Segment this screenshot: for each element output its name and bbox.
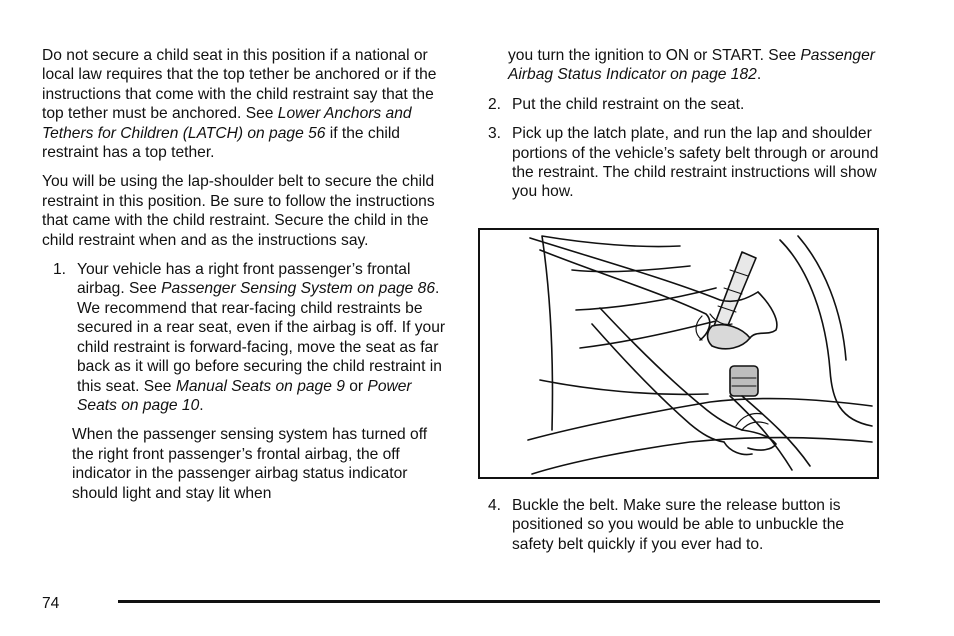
left-column	[42, 46, 448, 513]
step-1-text-run-reference: Power Seats on page 10	[77, 377, 412, 414]
step-1-number: 1.	[53, 261, 67, 279]
step-1-text-run: .	[199, 396, 204, 414]
step-1-text	[77, 261, 445, 414]
latch-plate	[708, 325, 751, 349]
step-4	[484, 496, 884, 564]
step-1-text-run: Your vehicle has a right front passenger’s frontal airbag. See	[77, 261, 411, 298]
top-tether-text-run: if the child restraint has a top tether.	[42, 124, 400, 162]
step-4-number: 4.	[488, 497, 502, 514]
paragraph-lap-shoulder-belt: You will be using the lap-shoulder belt to secure the child restraint in this position. Be sure to follow the instructions that came with the child restraint. Secure the child in the child restraint when and as the instructions say.	[42, 173, 435, 249]
top-tether-text-run-reference: Lower Anchors and Tethers for Children (LATCH) on page 56	[42, 105, 412, 142]
step-1-note: When the passenger sensing system has turned off the right front passenger’s frontal airbag, the off indicator in the passenger airbag status indicator should light and stay lit when	[72, 426, 428, 502]
step-2	[484, 95, 884, 114]
continuation-text-run: you turn the ignition to ON or START. See	[508, 47, 801, 64]
step-1	[42, 260, 448, 415]
step-1-text-run-reference: Passenger Sensing System on page 86	[161, 280, 436, 298]
step-3-number: 3.	[488, 125, 502, 143]
belt-illustration	[478, 228, 879, 479]
seat-back	[542, 236, 680, 430]
paragraph-top-tether	[42, 46, 448, 162]
footer-rule	[118, 600, 880, 603]
buckle	[730, 366, 758, 396]
step-2-number: 2.	[488, 95, 502, 113]
continuation-text-run-reference: Passenger Airbag Status Indicator on page 182	[508, 47, 875, 84]
step-2-text: Put the child restraint on the seat.	[512, 95, 745, 113]
step-1-text-run: or	[344, 377, 368, 395]
continuation-paragraph	[484, 46, 884, 85]
top-tether-text-run: Do not secure a child seat in this position if a national or local law requires that the top tether be anchored or if the instructions that come with the child restraint say that the top tether must be anchored. See	[42, 47, 437, 123]
step-1-text-run-reference: Manual Seats on page 9	[175, 377, 345, 395]
continuation-text-run: .	[756, 66, 762, 84]
page-number: 74	[42, 595, 60, 612]
step-4-text: Buckle the belt. Make sure the release button is positioned so you would be able to unbuckle the safety belt quickly if you ever had to.	[512, 497, 845, 553]
lap-belt	[730, 396, 810, 470]
step-3-text: Pick up the latch plate, and run the lap and shoulder portions of the vehicle’s safety belt through or around the restraint. The child restraint instructions will show you how.	[512, 125, 879, 201]
step-1-text-run: . We recommend that rear-facing child restraints be secured in a rear seat, even if the airbag is off. If your child restraint is forward-facing, move the seat as far back as it will go before securing the child restraint in this seat. See	[77, 280, 446, 395]
step-3	[484, 124, 884, 202]
shoulder-belt	[714, 252, 756, 330]
right-column	[484, 46, 884, 212]
